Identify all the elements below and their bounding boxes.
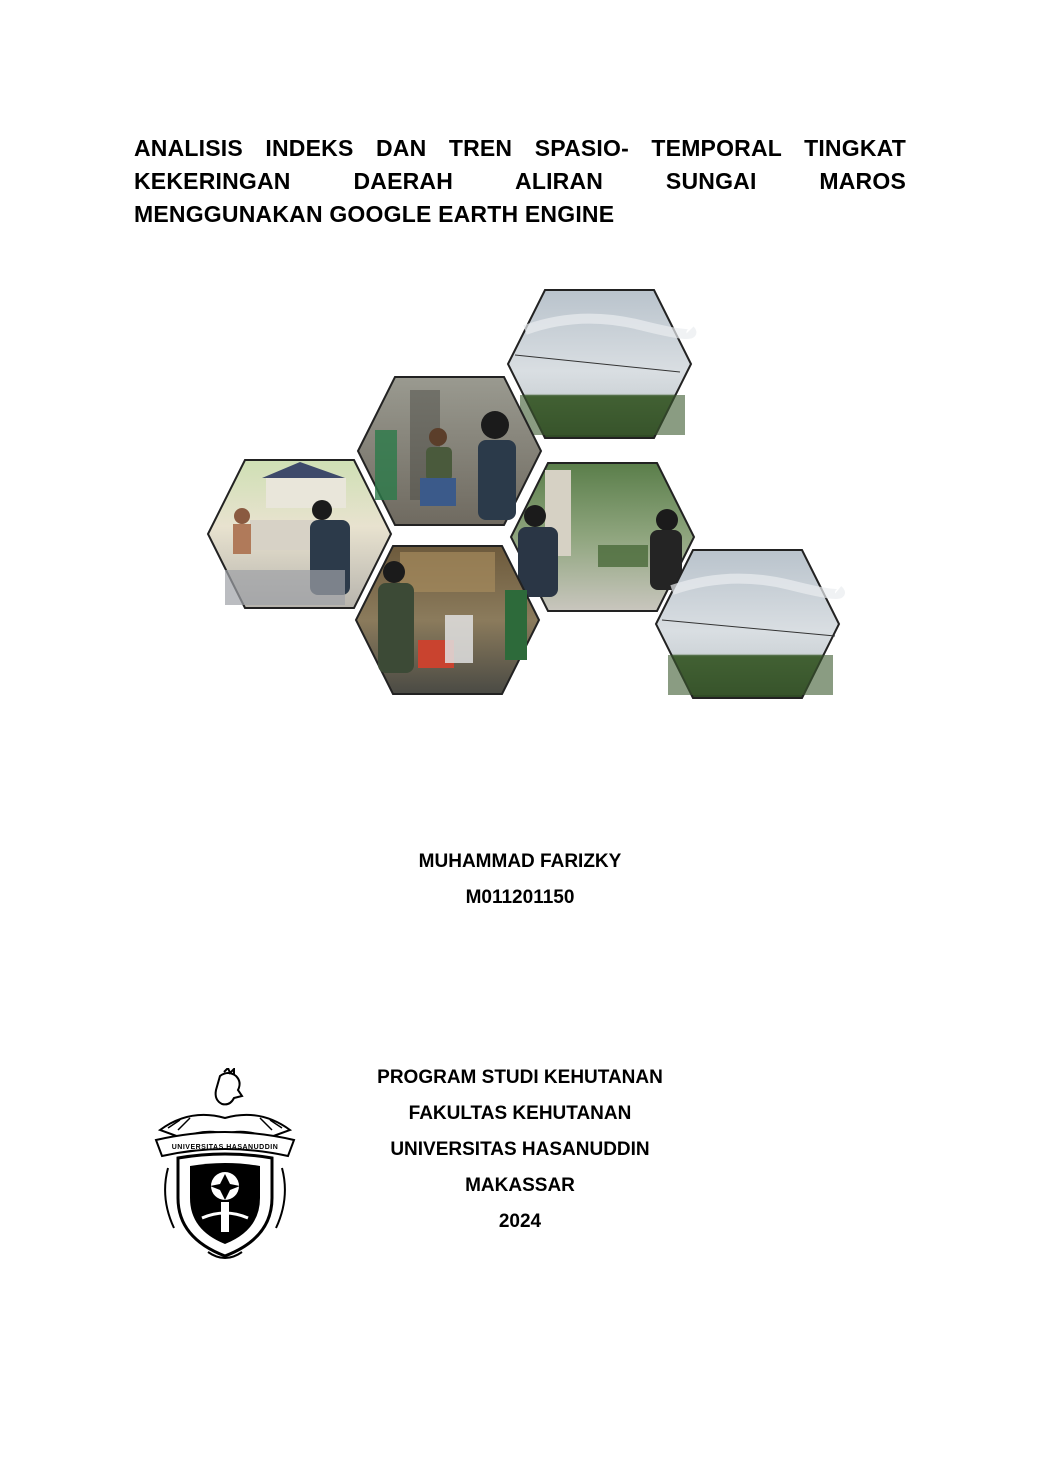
interview-porch-photo: [511, 463, 694, 611]
interview-house-yard-photo: [208, 460, 391, 608]
university-name: UNIVERSITAS HASANUDDIN: [390, 1139, 650, 1160]
program-name: PROGRAM STUDI KEHUTANAN: [377, 1067, 663, 1088]
title-line-2: KEKERINGAN DAERAH ALIRAN SUNGAI MAROS: [134, 168, 906, 194]
sky-rice-field-photo-2: [656, 550, 840, 698]
author-name: MUHAMMAD FARIZKY: [418, 851, 622, 872]
interview-workshop-photo: [356, 546, 539, 694]
emblem-ribbon-text: UNIVERSITAS HASANUDDIN: [171, 1144, 279, 1151]
interview-indoor-photo: [358, 377, 541, 525]
photo-collage: [0, 0, 1040, 720]
title-line-1: ANALISIS INDEKS DAN TREN SPASIO- TEMPORAL TINGKAT: [134, 135, 906, 161]
sky-rice-field-photo-1: [508, 290, 691, 438]
faculty-name: FAKULTAS KEHUTANAN: [408, 1103, 632, 1124]
city-name: MAKASSAR: [465, 1175, 575, 1196]
student-id: M011201150: [465, 887, 575, 908]
year: 2024: [498, 1211, 542, 1232]
title-line-3: MENGGUNAKAN GOOGLE EARTH ENGINE: [134, 201, 615, 227]
